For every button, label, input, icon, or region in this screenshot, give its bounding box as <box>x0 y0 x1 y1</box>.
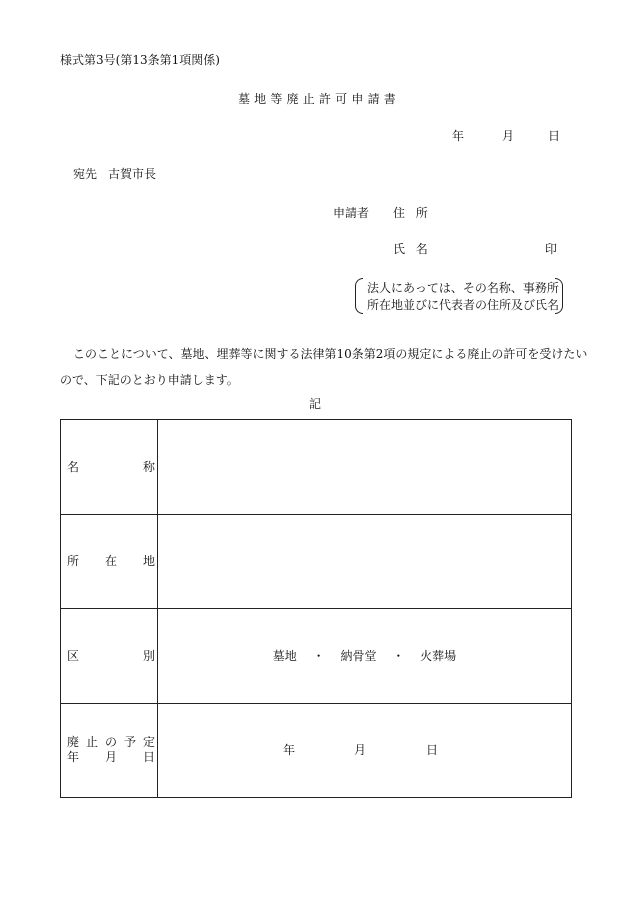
location-value-cell[interactable] <box>158 514 572 609</box>
applicant-label: 申請者 <box>333 206 370 220</box>
location-label-char: 所 <box>67 554 80 569</box>
planned-day-label: 日 <box>426 743 439 758</box>
table-row-planned-date <box>61 703 572 798</box>
name-label-char: 名 <box>67 459 80 474</box>
body-text-line1: このことについて、墓地、埋葬等に関する法律第10条第2項の規定による廃止の許可を受けたい <box>73 347 588 361</box>
document-title: 墓地等廃止許可申請書 <box>237 92 400 106</box>
category-option-cemetery[interactable]: 墓地 <box>272 649 297 664</box>
left-bracket <box>355 278 363 314</box>
name-label-cell <box>61 420 158 515</box>
ki-mark: 記 <box>308 397 321 411</box>
planned-year-label: 年 <box>283 743 296 758</box>
category-value-cell <box>158 609 572 704</box>
location-label-cell <box>61 514 158 609</box>
category-label-char: 区 <box>67 648 80 663</box>
location-label-char: 在 <box>105 554 118 569</box>
planned-date-label-char: 定 <box>143 735 156 750</box>
category-label-cell <box>61 609 158 704</box>
planned-date-label-char: 予 <box>124 735 137 750</box>
category-label-char: 別 <box>143 648 156 663</box>
addressee-label: 宛先 <box>73 167 98 181</box>
planned-date-label-char: 日 <box>143 750 156 765</box>
form-reference: 様式第3号(第13条第1項関係) <box>60 53 220 67</box>
applicant-address-label: 住所 <box>393 206 439 220</box>
planned-date-label-char: 年 <box>67 750 80 765</box>
body-text-line2: ので、下記のとおり申請します。 <box>60 373 239 387</box>
addressee-value: 古賀市長 <box>108 167 157 181</box>
category-separator: ・ <box>392 649 405 664</box>
corporate-note-line2: 所在地並びに代表者の住所及び氏名 <box>367 298 560 312</box>
planned-date-label-char: 月 <box>105 750 118 765</box>
planned-month-label: 月 <box>354 743 367 758</box>
table-row-name <box>61 420 572 515</box>
planned-date-label-char: 止 <box>86 735 99 750</box>
details-table <box>60 419 572 798</box>
date-year-label: 年 <box>452 129 465 143</box>
planned-date-label-cell <box>61 703 158 798</box>
date-month-label: 月 <box>502 129 515 143</box>
table-row-category <box>61 609 572 704</box>
category-separator: ・ <box>312 649 325 664</box>
location-label-char: 地 <box>143 554 156 569</box>
name-label-char: 称 <box>143 459 156 474</box>
right-bracket <box>555 278 563 314</box>
planned-date-value-cell[interactable] <box>158 703 572 798</box>
category-option-crematorium[interactable]: 火葬場 <box>420 649 457 664</box>
applicant-name-label: 氏名 <box>393 242 439 256</box>
planned-date-label-char: の <box>105 735 118 750</box>
date-day-label: 日 <box>548 129 561 143</box>
table-row-location <box>61 514 572 609</box>
corporate-note <box>355 278 563 314</box>
name-value-cell[interactable] <box>158 420 572 515</box>
planned-date-label-char: 廃 <box>67 735 80 750</box>
seal-mark: 印 <box>545 242 558 256</box>
corporate-note-line1: 法人にあっては、その名称、事務所 <box>367 281 559 295</box>
application-date <box>452 129 562 143</box>
category-option-ossuary[interactable]: 納骨堂 <box>340 649 377 664</box>
